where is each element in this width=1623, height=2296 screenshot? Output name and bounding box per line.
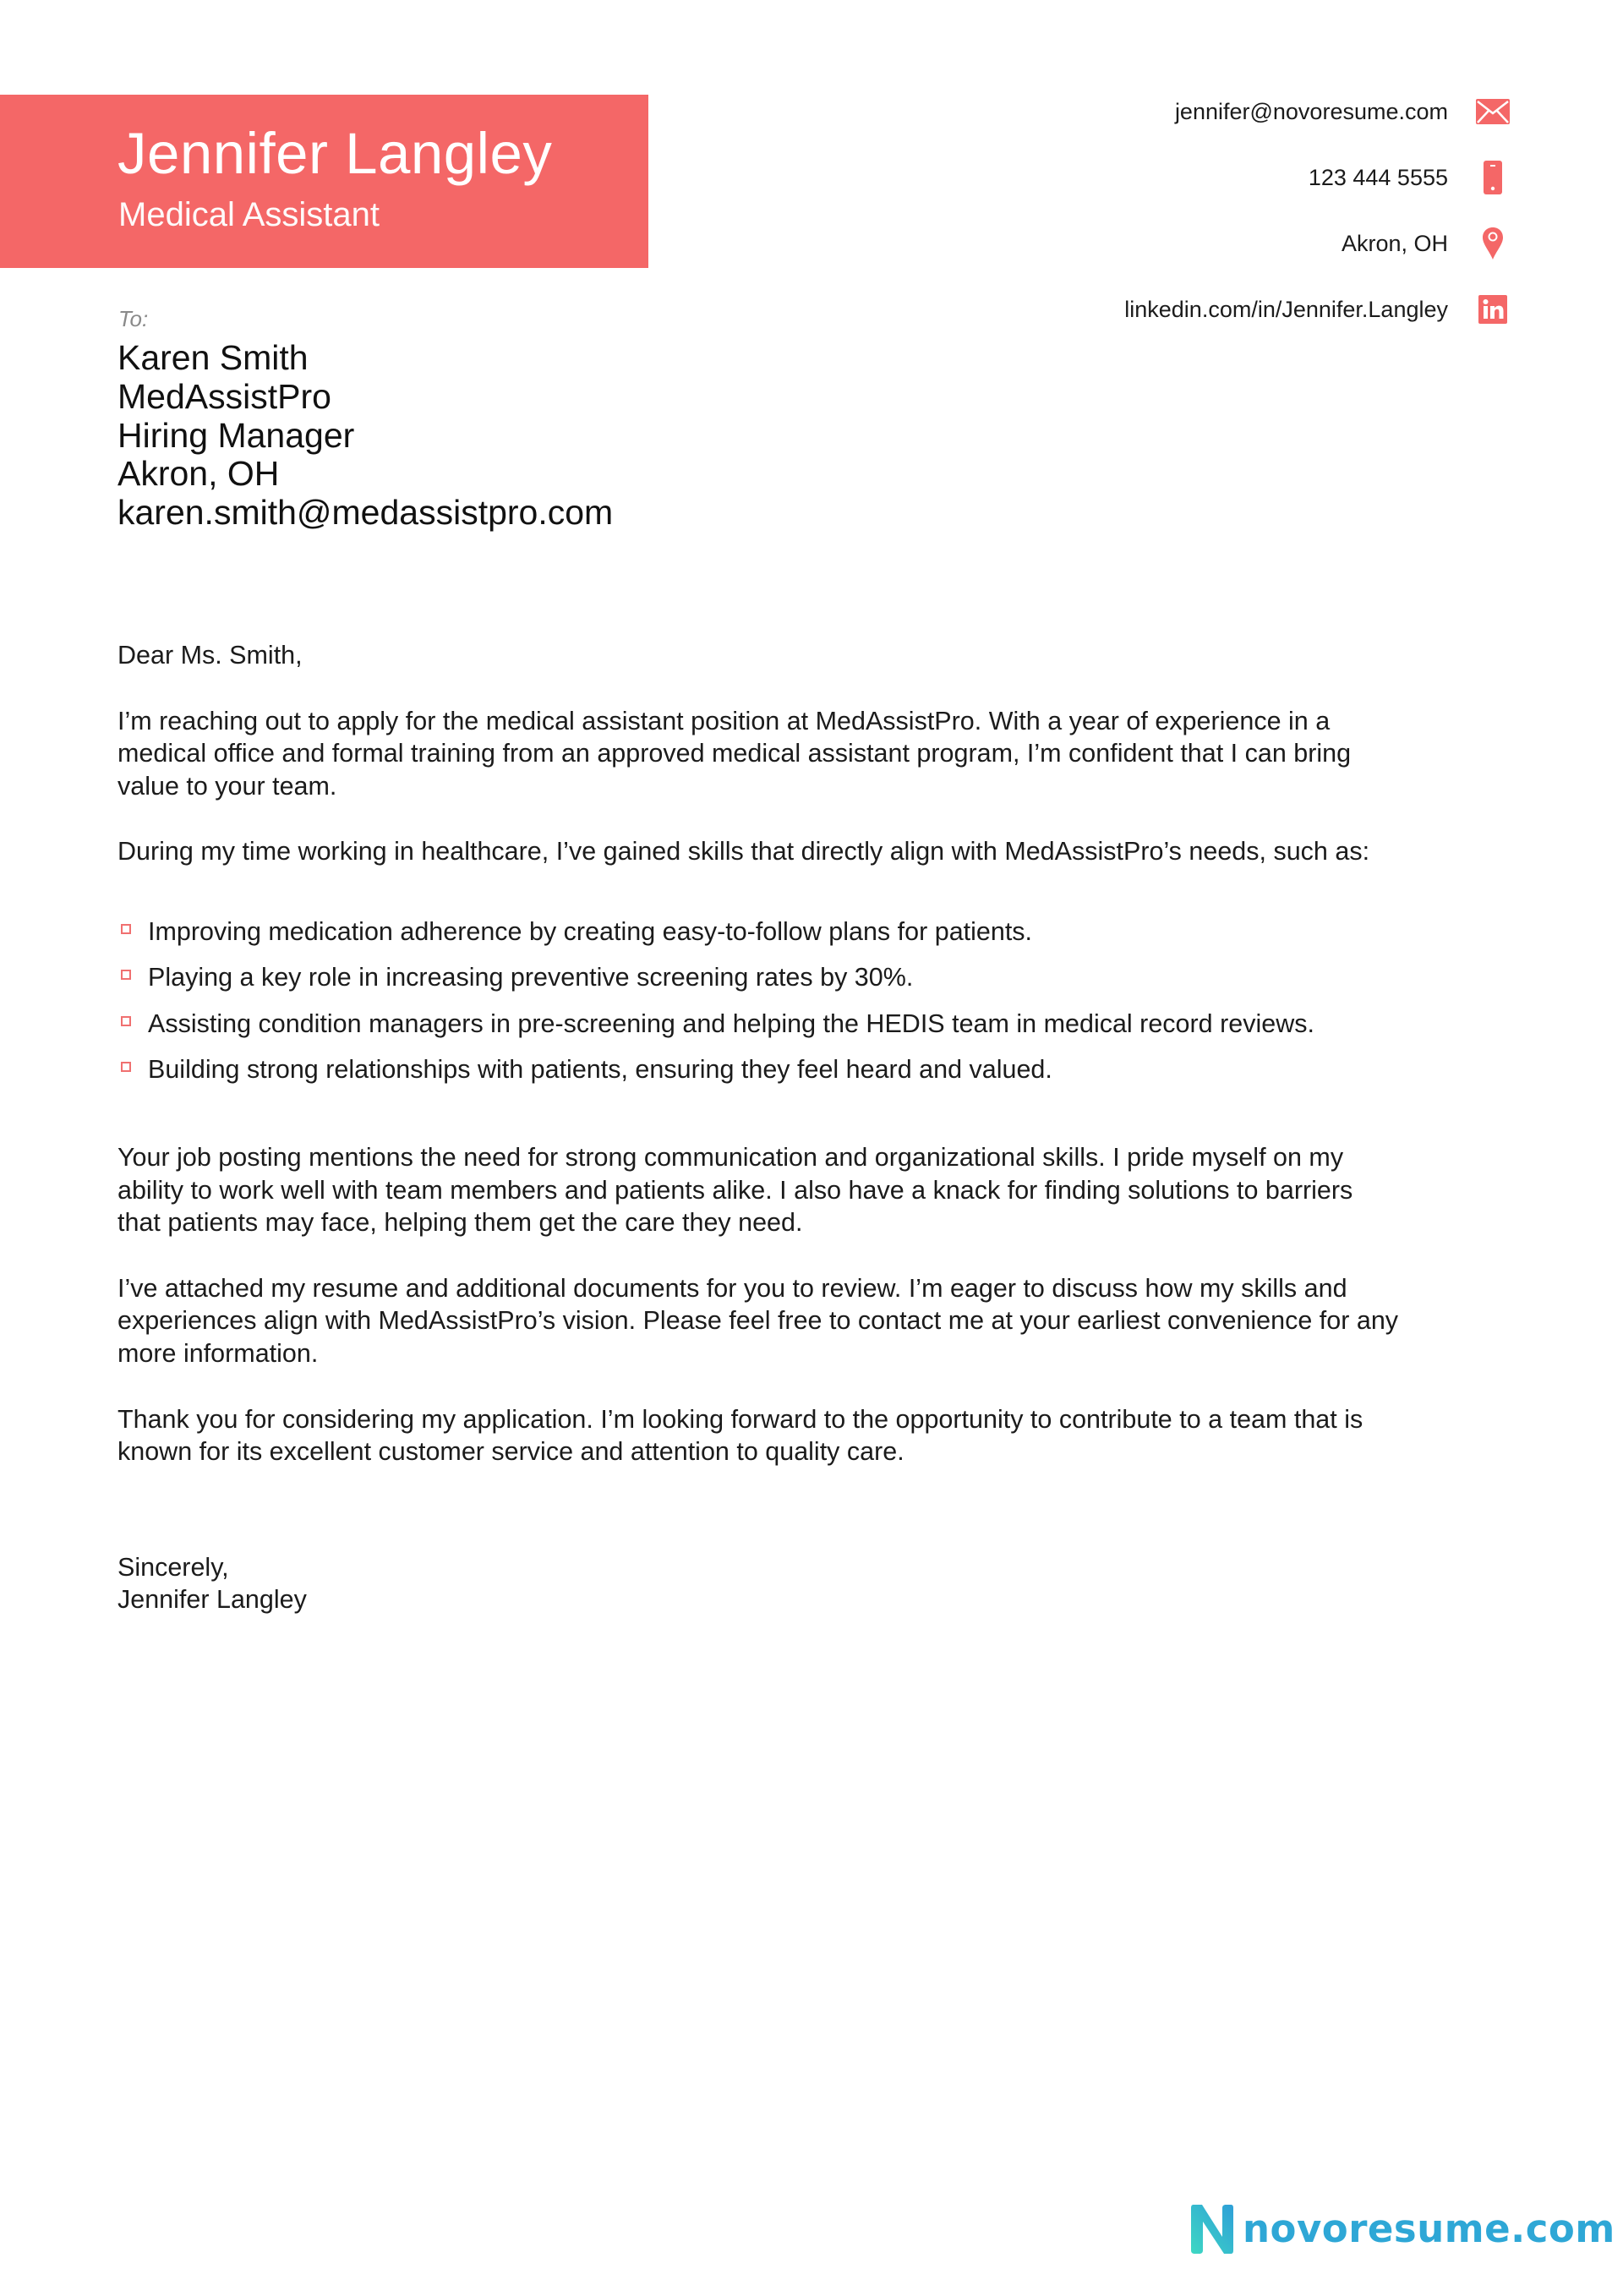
to-label: To:	[118, 306, 149, 331]
list-item-text: Building strong relationships with patients, ensuring they feel heard and valued.	[148, 1055, 1052, 1085]
square-bullet-icon	[121, 1016, 131, 1026]
paragraph-line: value to your team.	[117, 771, 337, 801]
contact-phone[interactable]	[1309, 156, 1510, 199]
square-bullet-icon	[121, 924, 131, 934]
paragraph-line: more information.	[117, 1338, 319, 1368]
recipient-location: Akron, OH	[117, 454, 280, 494]
square-bullet-icon	[121, 970, 131, 980]
recipient-email[interactable]: karen.smith@medassistpro.com	[117, 493, 614, 533]
paragraph-intro	[117, 705, 1521, 803]
applicant-name: Jennifer Langley	[117, 121, 553, 186]
recipient-name: Karen Smith	[117, 338, 309, 377]
paragraph-line: I’ve attached my resume and additional documents for you to review. I’m eager to discuss how my skills and	[117, 1273, 1347, 1303]
contact-email-text[interactable]: jennifer@novoresume.com	[1174, 98, 1448, 124]
list-item	[117, 954, 1521, 1001]
closing-block	[117, 1551, 1521, 1616]
closing: Sincerely,	[117, 1552, 229, 1582]
recipient-company: MedAssistPro	[117, 376, 331, 416]
paragraph-line: I’m reaching out to apply for the medical assistant position at MedAssistPro. With a year of experience in a	[117, 706, 1331, 735]
novoresume-n-icon	[1190, 2203, 1234, 2255]
phone-icon	[1476, 161, 1510, 194]
recipient-block	[117, 339, 613, 533]
contact-location	[1342, 222, 1510, 265]
recipient-title: Hiring Manager	[117, 415, 355, 455]
list-item-text: Improving medication adherence by creating easy-to-follow plans for patients.	[148, 916, 1033, 946]
list-item-text: Playing a key role in increasing preventive screening rates by 30%.	[148, 963, 914, 992]
paragraph-line: Thank you for considering my application. I’m looking forward to the opportunity to contribute to a team that is	[117, 1404, 1363, 1434]
novoresume-logo[interactable]	[1190, 2203, 1615, 2255]
list-item	[117, 1001, 1521, 1047]
applicant-role: Medical Assistant	[118, 196, 380, 233]
envelope-icon	[1476, 95, 1510, 128]
linkedin-icon	[1476, 292, 1510, 326]
salutation: Dear Ms. Smith,	[117, 641, 303, 670]
paragraph-line: that patients may face, helping them get the care they need.	[117, 1208, 803, 1238]
paragraph-line: known for its excellent customer service and attention to quality care.	[117, 1437, 904, 1467]
list-item	[117, 1047, 1521, 1093]
paragraph-attachments	[117, 1272, 1521, 1370]
paragraph-line: Your job posting mentions the need for strong communication and organizational skills. I pride myself on my	[117, 1142, 1344, 1172]
paragraph-thanks	[117, 1403, 1521, 1468]
paragraph-line: ability to work well with team members and patients alike. I also have a knack for finding solutions to barriers	[117, 1175, 1353, 1205]
contact-email[interactable]	[1175, 90, 1510, 133]
skills-list	[117, 909, 1521, 1093]
paragraph-line: During my time working in healthcare, I’ve gained skills that directly align with MedAssistPro’s needs, such as:	[117, 837, 1370, 866]
paragraph-line: medical office and formal training from an approved medical assistant program, I’m confident that I can bring	[117, 739, 1352, 768]
contact-phone-text[interactable]: 123 444 5555	[1308, 164, 1448, 190]
list-item	[117, 909, 1521, 955]
paragraph-skills-intro	[117, 835, 1521, 868]
list-item-text: Assisting condition managers in pre-screening and helping the HEDIS team in medical record reviews.	[148, 1009, 1314, 1038]
logo-text: novoresume.com	[1243, 2206, 1615, 2251]
paragraph-communication	[117, 1141, 1521, 1239]
contact-location-text: Akron, OH	[1341, 230, 1448, 256]
paragraph-line: experiences align with MedAssistPro’s vision. Please feel free to contact me at your earliest convenience for any	[117, 1306, 1399, 1336]
location-pin-icon	[1476, 227, 1510, 260]
letter-body	[117, 639, 1521, 1616]
square-bullet-icon	[121, 1062, 131, 1072]
contact-list	[862, 0, 1623, 355]
contact-linkedin-text[interactable]: linkedin.com/in/Jennifer.Langley	[1124, 296, 1448, 322]
signature: Jennifer Langley	[117, 1585, 307, 1615]
contact-linkedin[interactable]	[1124, 288, 1510, 331]
